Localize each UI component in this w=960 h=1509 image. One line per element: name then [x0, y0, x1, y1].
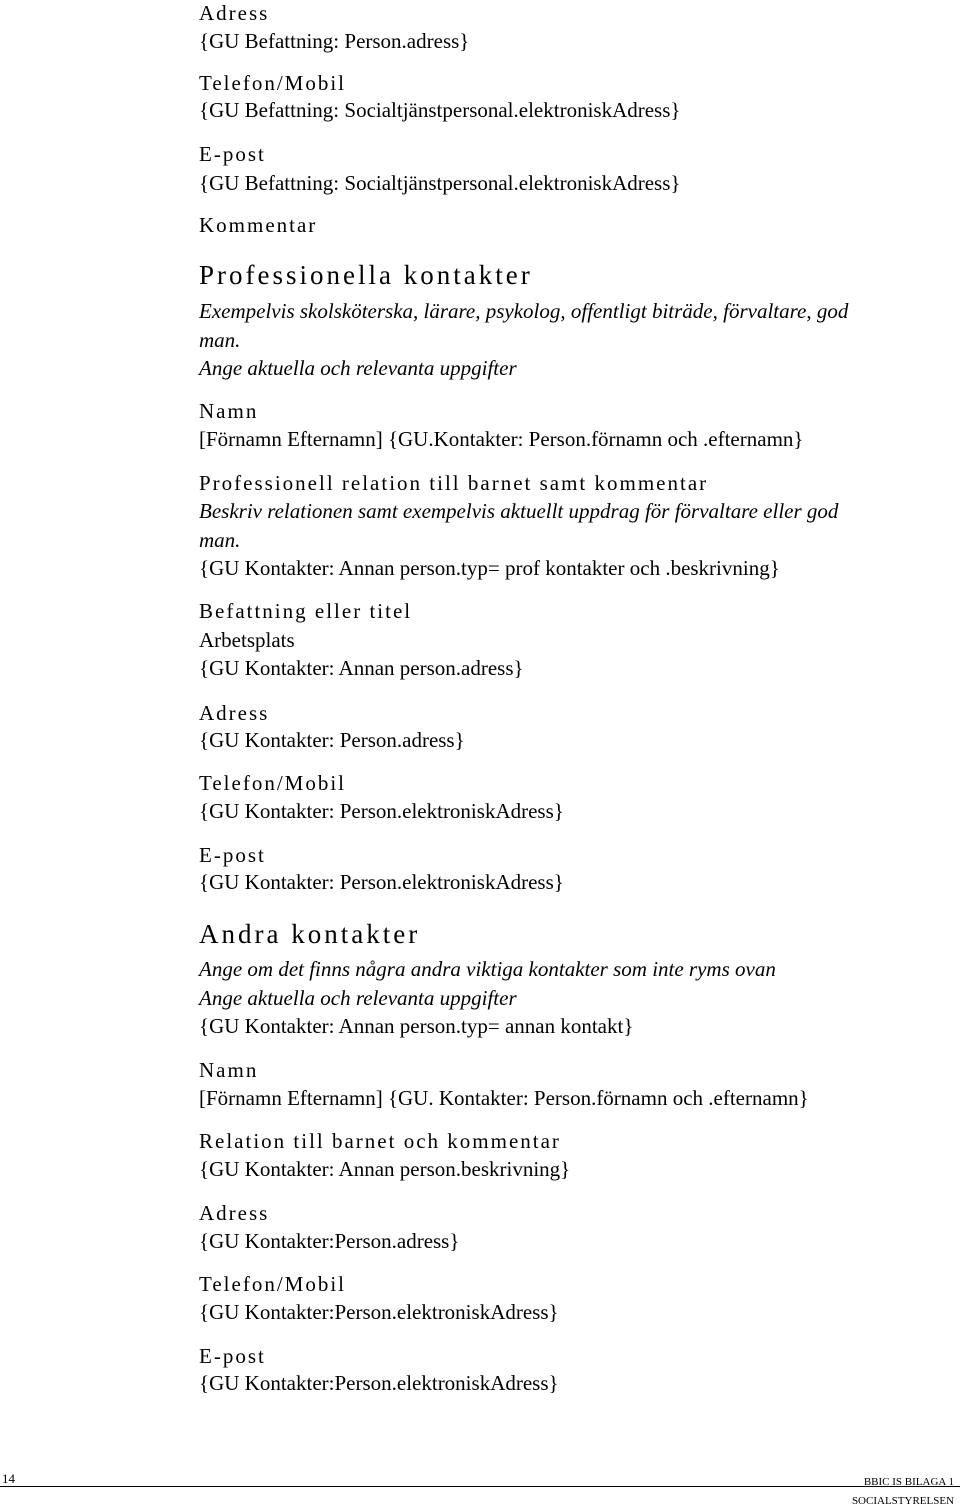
field-label: Adress: [199, 701, 270, 725]
field-value: {GU Kontakter: Person.adress}: [199, 728, 465, 752]
field-label: Kommentar: [199, 213, 318, 237]
field-label: Telefon/Mobil: [199, 1272, 347, 1296]
field-value: {GU Kontakter: Annan person.typ= prof kontakter och .beskrivning}: [199, 556, 780, 580]
footer-rule: [0, 1486, 960, 1487]
field-value: Arbetsplats: [199, 628, 295, 652]
field-value: {GU Kontakter: Annan person.beskrivning}: [199, 1157, 571, 1181]
field-label: Befattning eller titel: [199, 599, 413, 623]
field-label: Adress: [199, 1, 270, 25]
field-label: E-post: [199, 142, 266, 166]
field-value: {GU Kontakter:Person.adress}: [199, 1229, 460, 1253]
field-label: Adress: [199, 1201, 270, 1225]
field-label: Professionell relation till barnet samt kommentar: [199, 471, 709, 495]
field-value: {GU Kontakter: Annan person.adress}: [199, 656, 524, 680]
field-label: Telefon/Mobil: [199, 71, 347, 95]
footer-publisher: SOCIALSTYRELSEN: [851, 1495, 954, 1507]
field-value: {GU Kontakter: Person.elektroniskAdress}: [199, 870, 564, 894]
field-value: {GU Befattning: Person.adress}: [199, 29, 470, 53]
field-value: {GU Kontakter: Annan person.typ= annan kontakt}: [199, 1014, 634, 1038]
field-label: Relation till barnet och kommentar: [199, 1129, 561, 1153]
page-number: 14: [2, 1471, 15, 1486]
section-heading: Professionella kontakter: [199, 260, 533, 290]
instruction-text: man.: [199, 328, 241, 352]
instruction-text: Ange om det finns några andra viktiga kontakter som inte ryms ovan: [199, 957, 776, 981]
instruction-text: Ange aktuella och relevanta uppgifter: [199, 986, 517, 1010]
section-heading: Andra kontakter: [199, 919, 421, 949]
instruction-text: Exempelvis skolsköterska, lärare, psykolog, offentligt biträde, förvaltare, god: [199, 299, 849, 323]
field-label: Namn: [199, 1058, 259, 1082]
instruction-text: man.: [199, 528, 241, 552]
instruction-text: Ange aktuella och relevanta uppgifter: [199, 356, 517, 380]
field-value: {GU Kontakter:Person.elektroniskAdress}: [199, 1371, 559, 1395]
field-value: {GU Befattning: Socialtjänstpersonal.elektroniskAdress}: [199, 98, 681, 122]
field-value: {GU Kontakter:Person.elektroniskAdress}: [199, 1300, 559, 1324]
field-label: Namn: [199, 399, 259, 423]
field-label: Telefon/Mobil: [199, 771, 347, 795]
field-label: E-post: [199, 843, 266, 867]
field-value: {GU Kontakter: Person.elektroniskAdress}: [199, 799, 564, 823]
instruction-text: Beskriv relationen samt exempelvis aktuellt uppdrag för förvaltare eller god: [199, 499, 839, 523]
field-label: E-post: [199, 1344, 266, 1368]
field-value: [Förnamn Efternamn] {GU. Kontakter: Person.förnamn och .efternamn}: [199, 1086, 809, 1110]
footer-document-name: BBIC IS BILAGA 1: [863, 1476, 954, 1488]
field-value: {GU Befattning: Socialtjänstpersonal.elektroniskAdress}: [199, 171, 681, 195]
field-value: [Förnamn Efternamn] {GU.Kontakter: Person.förnamn och .efternamn}: [199, 427, 804, 451]
